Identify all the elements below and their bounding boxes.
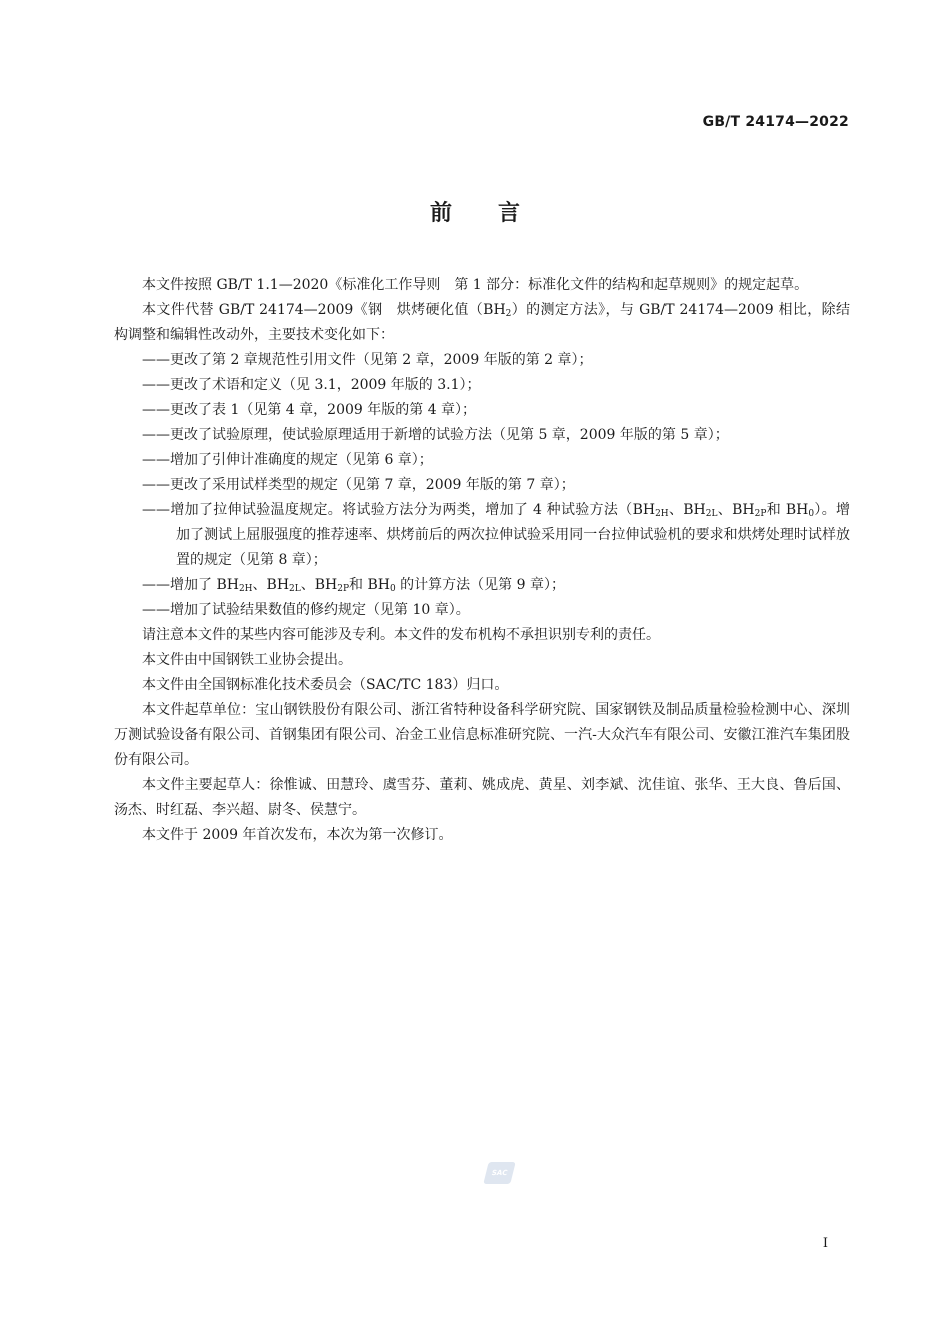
- paragraph-history: 本文件于 2009 年首次发布，本次为第一次修订。: [142, 827, 453, 843]
- paragraph-patent-notice: 请注意本文件的某些内容可能涉及专利。本文件的发布机构不承担识别专利的责任。: [142, 627, 660, 643]
- standard-code: GB/T 24174—2022: [702, 114, 849, 130]
- paragraph-committee: 本文件由全国钢标准化技术委员会（SAC/TC 183）归口。: [142, 677, 509, 693]
- change-item: ——增加了拉伸试验温度规定。将试验方法分为两类，增加了 4 种试验方法（$BH_{2H}$、$BH_{2L}$、$BH_{2P}$和 $BH_0$）。增加了测试上屈服强度的推荐速率、烘烤前后的两次拉伸试验采用同一台拉伸试验机的要求和烘烤处理时试样放置的规定（见第 8 章）；: [142, 502, 851, 568]
- change-item: ——更改了第 2 章规范性引用文件（见第 2 章，2009 年版的第 2 章）；: [142, 352, 593, 368]
- page-number: I: [822, 1236, 828, 1251]
- change-item: ——更改了表 1（见第 4 章，2009 年版的第 4 章）；: [142, 402, 477, 418]
- change-item: ——增加了引伸计准确度的规定（见第 6 章）；: [142, 452, 433, 468]
- change-item: ——增加了 $BH_{2H}$、$BH_{2L}$、$BH_{2P}$和 $BH_0$ 的计算方法（见第 9 章）；: [142, 577, 565, 594]
- document-body: [114, 273, 850, 848]
- paragraph-replaces: 本文件代替 GB/T 24174—2009《钢 烘烤硬化值$(BH_2)$的测定方法》，与 GB/T 24174—2009 相比，除结构调整和编辑性改动外，主要技术变化如下：: [114, 302, 850, 343]
- paragraph-proposer: 本文件由中国钢铁工业协会提出。: [142, 652, 352, 668]
- change-item: ——更改了术语和定义（见 3.1，2009 年版的 3.1）；: [142, 377, 481, 393]
- change-item: ——更改了试验原理，使试验原理适用于新增的试验方法（见第 5 章，2009 年版的第 5 章）；: [142, 427, 729, 443]
- change-item: ——更改了采用试样类型的规定（见第 7 章，2009 年版的第 7 章）；: [142, 477, 575, 493]
- sac-watermark-logo: SAC: [483, 1162, 515, 1184]
- paragraph-drafters: 本文件主要起草人：徐惟诚、田慧玲、虞雪芬、董莉、姚成虎、黄星、刘李斌、沈佳谊、张华、王大良、鲁后国、汤杰、时红磊、李兴超、尉冬、侯慧宁。: [114, 777, 850, 818]
- paragraph-drafting-units: 本文件起草单位：宝山钢铁股份有限公司、浙江省特种设备科学研究院、国家钢铁及制品质量检验检测中心、深圳万测试验设备有限公司、首钢集团有限公司、冶金工业信息标准研究院、一汽-大众汽车有限公司、安徽江淮汽车集团股份有限公司。: [114, 702, 850, 768]
- page-title: 前言: [429, 201, 566, 226]
- paragraph-drafting-rules: 本文件按照 GB/T 1.1—2020《标准化工作导则 第 1 部分：标准化文件的结构和起草规则》的规定起草。: [142, 277, 809, 293]
- change-item: ——增加了试验结果数值的修约规定（见第 10 章）。: [142, 602, 470, 618]
